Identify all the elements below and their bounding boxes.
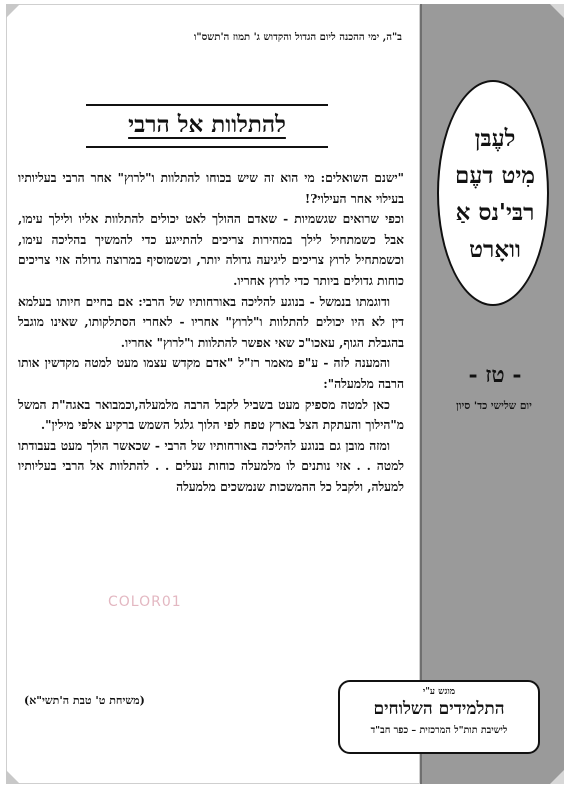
- watermark: COLOR01: [108, 594, 182, 610]
- issue-date: יום שלישי כד' סיון: [456, 400, 532, 412]
- badge-sub: לישיבת תות"ל המרכזית – כפר חב"ד: [370, 725, 508, 736]
- paragraph: ודוגמתו בנמשל - בנוגע להליכה באורחותיו של הרבי: אם בחיים חיותו בעלמא דין לא היו יכולים להתלוות ו"לרוץ" אחריו - לאחרי הסתלקותו, שאינו מוגבל בהגבלת הגוף, עאכו"כ שאי אפשר להתלוות ו"לרוץ" אחריו.: [18, 294, 404, 350]
- issue-number: - טז -: [468, 362, 522, 388]
- page-corner: [6, 4, 20, 18]
- oval-line: מִיט דעֶם: [455, 162, 535, 189]
- page-corner: [550, 770, 564, 784]
- publisher-badge: [338, 680, 540, 754]
- badge-main: התלמידים השלוחים: [373, 699, 505, 719]
- page-corner: [550, 4, 564, 18]
- paragraph: כאן למטה מספיק מעט בשביל לקבל הרבה מלמעלה,וכמבואר באגה"ת המשל מ"הילוך והעתקת הצל בארץ טפח לפי הלוך גלגל השמש ברקיע אלפי מילין".: [18, 397, 404, 433]
- oval-line: וואָרט: [469, 236, 521, 263]
- page-title: להתלוות אל הרבי: [128, 111, 286, 138]
- oval-text: [439, 120, 551, 268]
- paragraph: וכפי שרואים שגשמיות - שאדם ההולך לאט יכולים להתלוות אליו ולילך עימו, אבל כשמתחיל לילך במהירות צריכים להתייגע כדי להמשיך בהליכה עימו, וכשמתחיל לרוץ צריכים ליגיעה גדולה יותר, וכשמוסיף במרוצה גדולה אזי צריכים כוחות גדולים ביותר כדי לרוץ אחריו.: [18, 212, 404, 288]
- page-corner: [6, 770, 20, 784]
- badge-top: מוגש ע"י: [422, 687, 456, 697]
- oval-line: לעֶבּן: [474, 125, 516, 152]
- source-citation: (משיחת ט' טבת ה'תשי"א): [24, 694, 145, 707]
- paragraph: ומזה מובן גם בנוגע להליכה באורחותיו של הרבי - שכאשר הולך מעט בעבודתו למטה . . אזי נותנים לו מלמעלה כוחות נעלים . . להתלוות אל הרבי בעליותיו למעלה, ולקבל כל ההמשכות שנמשכים מלמעלה: [18, 438, 404, 494]
- paragraph: "ישנם השואלים: מי הוא זה שיש בכוחו להתלוות ו"לרוץ" אחר הרבי בעליותיו בעילוי אחר העילוי?!: [18, 171, 404, 206]
- body-text: [18, 168, 404, 498]
- oval-line: רבּי'נס אַ: [455, 199, 535, 226]
- title-oval: [437, 80, 549, 306]
- header-line: ב"ה, ימי ההכנה ליום הגדול והקדוש ג' תמוז ה'תשס"ו: [193, 32, 402, 43]
- paragraph: והמענה לזה - ע"פ מאמר רז"ל "אדם מקדש עצמו מעט למטה מקדשין אותו הרבה מלמעלה":: [18, 356, 404, 391]
- title-box: [86, 104, 328, 148]
